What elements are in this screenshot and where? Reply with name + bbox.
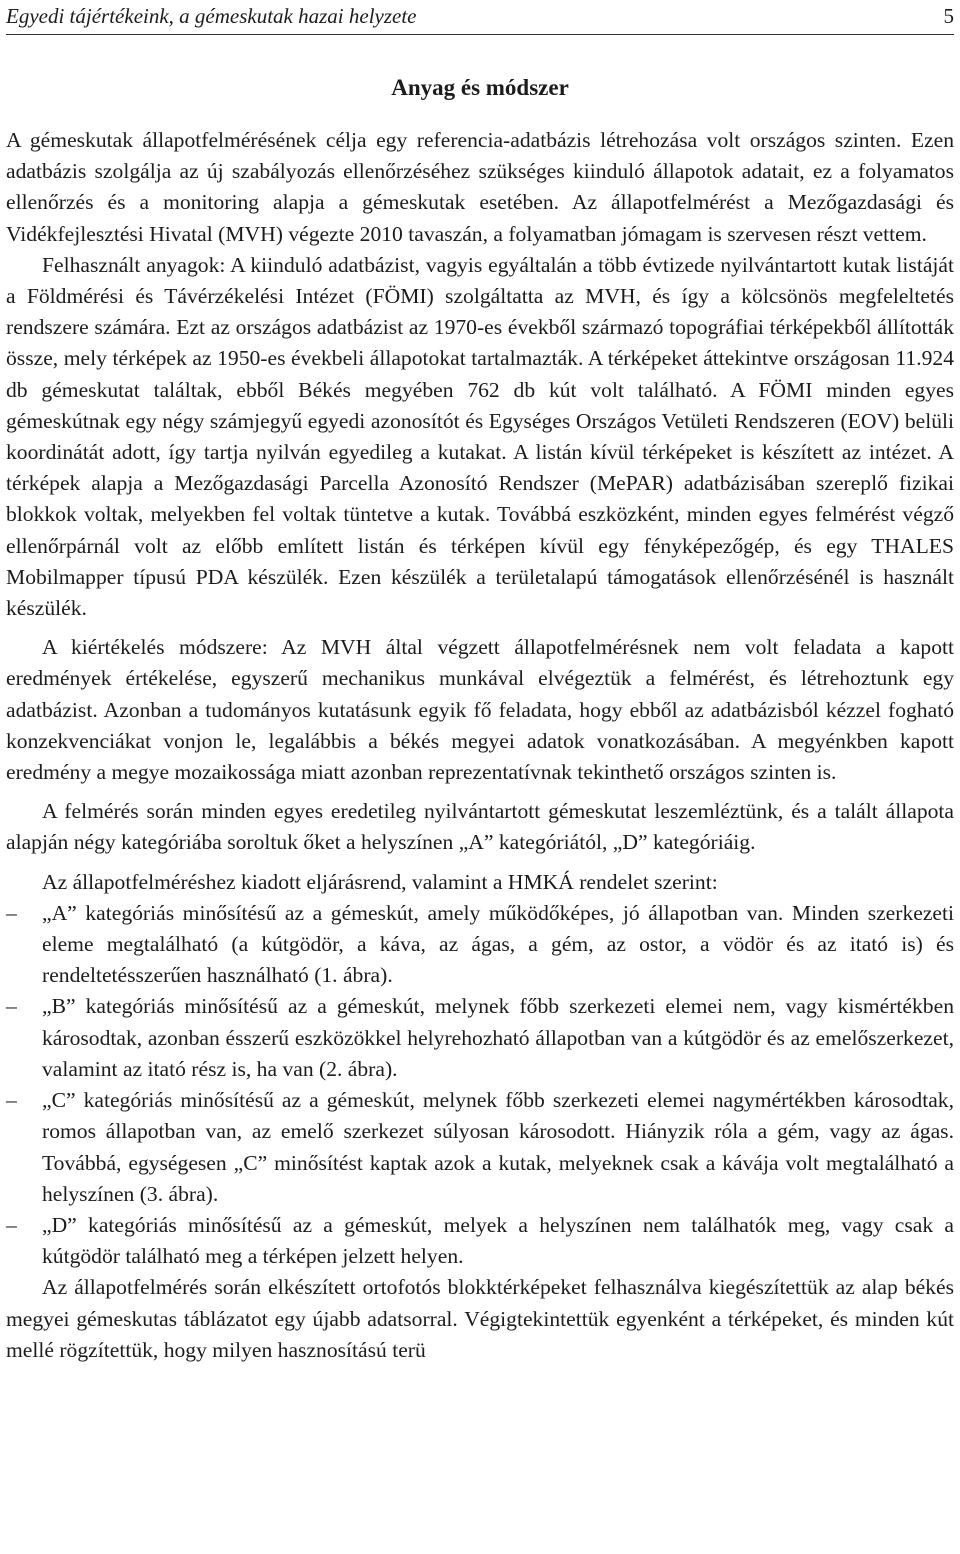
list-bullet: – <box>6 1212 17 1237</box>
body-text <box>6 125 954 1366</box>
list-bullet: – <box>6 1088 17 1113</box>
list-item-text: „B” kategóriás minősítésű az a gémeskút, melynek főbb szerkezeti elemei nem, vagy kismértékben károsodtak, azonban ésszerű eszközökkel helyrehozható állapotban van a kútgödör és az emelőszerkezet, valamint az itató rész is, ha van (2. ábra). <box>42 994 954 1081</box>
section-title: Anyag és módszer <box>391 75 569 100</box>
list-item-category-b <box>6 991 954 1085</box>
list-item-text: „D” kategóriás minősítésű az a gémeskút, melyek a helyszínen nem találhatók meg, vagy csak a kútgödör található meg a térképen jelzett helyen. <box>42 1212 954 1269</box>
paragraph-evaluation-method: A kiértékelés módszere: Az MVH által végzett állapotfelmérésnek nem volt feladata a kapott eredmények értékelése, egyszerű mechanikus munkával elvégeztük a felmérést, és létrehoztunk egy adatbázist. Azonban a tudományos kutatásunk egyik fő feladata, hogy ebből az adatbázisból kézzel fogható konzekvenciákat vonjon le, legalábbis a békés megyei adatok vonatkozásában. A megyénkben kapott eredmény a megye mozaikossága miatt azonban reprezentatívnak tekinthető országos szinten is. <box>6 635 954 785</box>
paragraph-aim: A gémeskutak állapotfelmérésének célja egy referencia-adatbázis létrehozása volt országos szinten. Ezen adatbázis szolgálja az új szabályozás ellenőrzéséhez szükséges kiinduló állapotok adatait, ez a folyamatos ellenőrzés és a monitoring alapja a gémeskutak esetében. Az állapotfelmérést a Mezőgazdasági és Vidékfejlesztési Hivatal (MVH) végezte 2010 tavaszán, a folyamatban jómagam is szervesen részt vettem. <box>6 128 954 246</box>
paragraph-orthophoto: Az állapotfelmérés során elkészített ortofotós blokktérképeket felhasználva kiegészítettük az alap békés megyei gémeskutas táblázatot egy újabb adatsorral. Végigtekintettük egyenként a térképeket, és minden kút mellé rögzítettük, hogy milyen hasznosítású terü <box>6 1275 954 1362</box>
page-header <box>6 0 954 35</box>
document-page <box>6 0 954 1366</box>
paragraph-survey: A felmérés során minden egyes eredetileg nyilvántartott gémeskutat leszemléztünk, és a talált állapota alapján négy kategóriába soroltuk őket a helyszínen „A” kategóriától, „D” kategóriáig. <box>6 799 954 855</box>
page-number: 5 <box>943 4 954 28</box>
category-list <box>6 898 954 1272</box>
list-item-category-a <box>6 898 954 992</box>
list-item-text: „C” kategóriás minősítésű az a gémeskút, melynek főbb szerkezeti elemei nagymértékben károsodtak, romos állapotban van, az emelő szerkezet súlyosan károsodott. Hiányzik róla a gém, vagy az ágas. Továbbá, egységesen „C” minősítést kaptak azok a kutak, melyeknek csak a kávája volt megtalálható a helyszínen (3. ábra). <box>42 1088 954 1206</box>
list-bullet: – <box>6 900 17 925</box>
list-bullet: – <box>6 994 17 1019</box>
list-item-text: „A” kategóriás minősítésű az a gémeskút, amely működőképes, jó állapotban van. Minden szerkezeti eleme megtalálható (a kútgödör, a káva, az ágas, a gém, az ostor, a vödör és az itató is) és rendeltetésszerűen használható (1. ábra). <box>42 900 954 988</box>
list-item-category-d <box>6 1210 954 1272</box>
paragraph-regulation-intro: Az állapotfelméréshez kiadott eljárásrend, valamint a HMKÁ rendelet szerint: <box>42 869 718 894</box>
list-item-category-c <box>6 1085 954 1210</box>
running-title: Egyedi tájértékeink, a gémeskutak hazai helyzete <box>6 4 417 28</box>
paragraph-materials: Felhasznált anyagok: A kiinduló adatbázist, vagyis egyáltalán a több évtizede nyilvántartott kutak listáját a Földmérési és Távérzékelési Intézet (FÖMI) szolgáltatta az MVH, és így a kölcsönös megfeleltetés rendszere számára. Ezt az országos adatbázist az 1970-es évekből származó topográfiai térképekből állították össze, mely térképek az 1950-es évekbeli állapotokat tartalmazták. A térképeket áttekintve országosan 11.924 db gémeskutat találtak, ebből Békés megyében 762 db kút volt található. A FÖMI minden egyes gémeskútnak egy négy számjegyű egyedi azonosítót és Egységes Országos Vetületi Rendszeren (EOV) belüli koordinátát adott, így tartja nyilván egyedileg a kutakat. A listán kívül térképeket is készített az intézet. A térképek alapja a Mezőgazdasági Parcella Azonosító Rendszer (MePAR) adatbázisában szereplő fizikai blokkok voltak, melyekben fel voltak tüntetve a kutak. Továbbá eszközként, minden egyes felmérést végző ellenőrpárnál volt az előbb említett listán és térképen kívül egy fényképezőgép, és egy THALES Mobilmapper típusú PDA készülék. Ezen készülék a területalapú támogatások ellenőrzésénél is használt készülék. <box>6 252 954 621</box>
